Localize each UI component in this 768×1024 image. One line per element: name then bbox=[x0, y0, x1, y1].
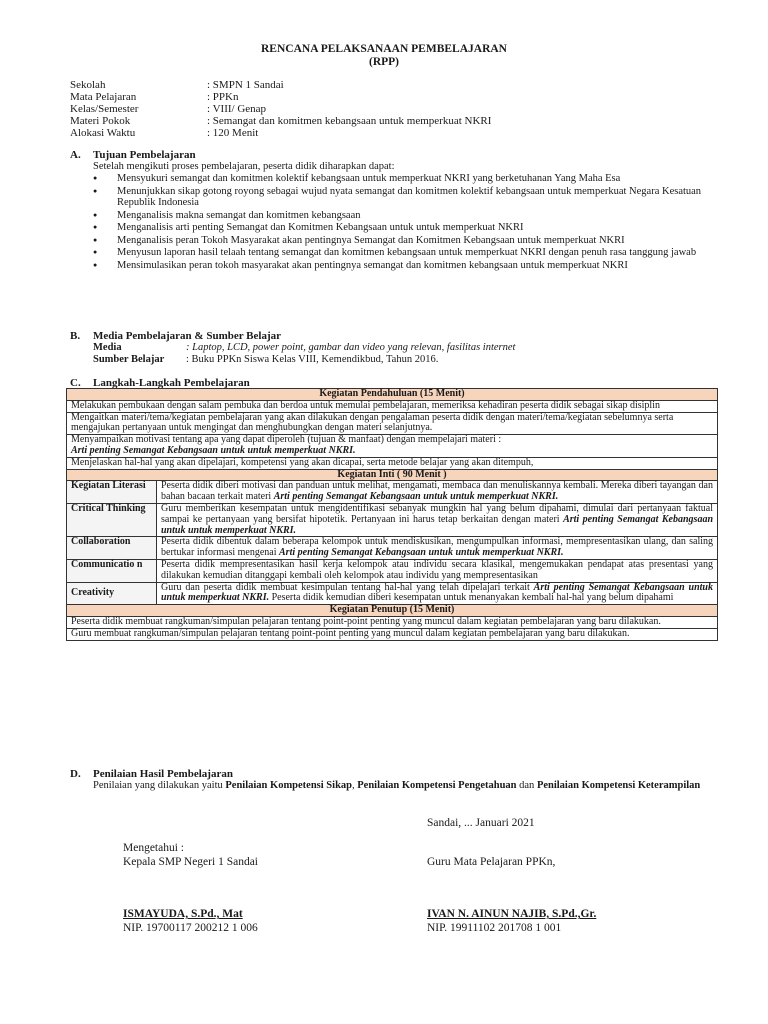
table-row: Mengaitkan materi/tema/kegiatan pembelajaran yang akan dilakukan dengan pengalaman peserta didik dengan materi/tema/kegiatan sebelumnya serta mengajukan pertanyaan untuk mengingat dan menghubungkan dengan materi selanjutnya. bbox=[67, 412, 718, 435]
table-row: Menjelaskan hal-hal yang akan dipelajari, kompetensi yang akan dicapai, serta metode belajar yang akan ditempuh, bbox=[67, 457, 718, 469]
section-letter: A. bbox=[70, 149, 81, 161]
table-row bbox=[67, 435, 718, 458]
objectives-list bbox=[93, 173, 723, 273]
objective-item: ● Mensyukuri semangat dan komitmen kolektif kebangsaan untuk memperkuat NKRI yang berketuhanan Yang Maha Esa bbox=[93, 173, 723, 184]
assessment-sep: , bbox=[352, 780, 355, 791]
objective-item: ● Menganalisis makna semangat dan komitmen kebangsaan bbox=[93, 210, 723, 221]
teacher-name: IVAN N. AINUN NAJIB, S.Pd.,Gr. bbox=[427, 908, 597, 920]
collaboration-label: Collaboration bbox=[67, 537, 157, 560]
identity-value: : 120 Menit bbox=[207, 127, 259, 139]
media-label: Media bbox=[93, 342, 122, 353]
critical-topic: Arti penting Semangat Kebangsaan untuk untuk memperkuat NKRI. bbox=[161, 513, 714, 536]
principal-role: Kepala SMP Negeri 1 Sandai bbox=[123, 856, 258, 868]
assessment-pre: Penilaian yang dilakukan yaitu bbox=[93, 780, 223, 791]
objective-item: ● Menganalisis peran Tokoh Masyarakat akan pentingnya Semangat dan Komitmen Kebangsaan untuk memperkuat NKRI bbox=[93, 235, 723, 246]
creativity-cell bbox=[157, 582, 718, 605]
communication-label: Communicatio n bbox=[67, 559, 157, 582]
communication-text: Peserta didik mempresentasikan hasil kerja kelompok atau individu secara klasikal, mengemukakan pendapat atas presentasi yang dilakukan kemudian ditanggapi kembali oleh kelompok atau individu yang mempresentasikan bbox=[157, 559, 718, 582]
place-date: Sandai, ... Januari 2021 bbox=[427, 817, 535, 829]
source-label: Sumber Belajar bbox=[93, 354, 165, 365]
section-letter: D. bbox=[70, 768, 81, 780]
identity-row-subject bbox=[70, 91, 239, 103]
identity-row-topic bbox=[70, 115, 491, 127]
identity-label: Mata Pelajaran bbox=[70, 91, 137, 103]
section-d-heading bbox=[70, 768, 233, 780]
identity-row-time bbox=[70, 127, 258, 139]
identity-value: : VIII/ Genap bbox=[207, 103, 267, 115]
section-title: Media Pembelajaran & Sumber Belajar bbox=[93, 330, 281, 342]
motivation-text: Menyampaikan motivasi tentang apa yang dapat diperoleh (tujuan & manfaat) dengan mempelajari materi : bbox=[71, 434, 502, 446]
media-row bbox=[93, 342, 515, 354]
creativity-tail: Peserta didik kemudian diberi kesempatan untuk menanyakan kembali hal-hal yang belum dipahami bbox=[271, 592, 674, 604]
collaboration-topic: Arti penting Semangat Kebangsaan untuk untuk memperkuat NKRI. bbox=[279, 547, 564, 559]
identity-value: : Semangat dan komitmen kebangsaan untuk memperkuat NKRI bbox=[207, 115, 492, 127]
intro-activity-header: Kegiatan Pendahuluan (15 Menit) bbox=[67, 389, 718, 401]
identity-value: : PPKn bbox=[207, 91, 239, 103]
identity-value: : SMPN 1 Sandai bbox=[207, 79, 284, 91]
objective-item: ● Menyusun laporan hasil telaah tentang semangat dan komitmen kebangsaan untuk memperkuat NKRI dengan penuh rasa tanggung jawab bbox=[93, 247, 723, 258]
section-letter: C. bbox=[70, 377, 81, 389]
literasi-topic: Arti penting Semangat Kebangsaan untuk untuk memperkuat NKRI. bbox=[273, 491, 559, 503]
table-row: Guru membuat rangkuman/simpulan pelajaran tentang point-point penting yang muncul dalam kegiatan pembelajaran yang baru dilakukan. bbox=[67, 628, 718, 640]
critical-label: Critical Thinking bbox=[67, 503, 157, 536]
assessment-attitude: Penilaian Kompetensi Sikap bbox=[225, 780, 352, 791]
critical-cell bbox=[157, 503, 718, 536]
acknowledged-label: Mengetahui : bbox=[123, 842, 184, 854]
literasi-cell bbox=[157, 481, 718, 504]
identity-label: Kelas/Semester bbox=[70, 103, 139, 115]
objective-item: ● Mensimulasikan peran tokoh masyarakat akan pentingnya semangat dan komitmen kebangsaan untuk memperkuat NKRI bbox=[93, 260, 723, 271]
core-activity-header: Kegiatan Inti ( 90 Menit ) bbox=[67, 469, 718, 481]
identity-label: Materi Pokok bbox=[70, 115, 131, 127]
objective-item: ● Menunjukkan sikap gotong royong sebagai wujud nyata semangat dan komitmen kolektif kebangsaan untuk memperkuat Negara Kesatuan Republik Indonesia bbox=[93, 186, 723, 209]
media-value: : Laptop, LCD, power point, gambar dan video yang relevan, fasilitas internet bbox=[186, 342, 516, 353]
assessment-and: dan bbox=[519, 780, 535, 791]
creativity-label: Creativity bbox=[67, 582, 157, 605]
literasi-text: Peserta didik diberi motivasi dan panduan untuk melihat, mengamati, membaca dan menuliskannya kembali. Mereka diberi tayangan dan bahan bacaan terkait materi bbox=[161, 480, 713, 503]
teacher-role: Guru Mata Pelajaran PPKn, bbox=[427, 856, 556, 868]
source-value: : Buku PPKn Siswa Kelas VIII, Kemendikbud, Tahun 2016. bbox=[186, 354, 439, 365]
document-title: RENCANA PELAKSANAAN PEMBELAJARAN bbox=[261, 43, 507, 55]
collaboration-text: Peserta didik dibentuk dalam beberapa kelompok untuk mendiskusikan, mengumpulkan informasi, mempresentasikan ulang, dan saling bertukar informasi mengenai bbox=[161, 536, 713, 559]
identity-row-class bbox=[70, 103, 266, 115]
learning-steps-table bbox=[66, 388, 718, 641]
assessment-skill: Penilaian Kompetensi Keterampilan bbox=[536, 780, 701, 791]
motivation-topic: Arti penting Semangat Kebangsaan untuk untuk memperkuat NKRI. bbox=[71, 444, 356, 456]
collaboration-cell bbox=[157, 537, 718, 560]
closing-activity-header: Kegiatan Penutup (15 Menit) bbox=[67, 605, 718, 617]
section-b-heading bbox=[70, 330, 281, 342]
creativity-text: Guru dan peserta didik membuat kesimpulan tentang hal-hal yang telah dipelajari terkait bbox=[161, 581, 530, 593]
source-row bbox=[93, 354, 438, 366]
table-row: Peserta didik membuat rangkuman/simpulan pelajaran tentang point-point penting yang muncul dalam kegiatan pembelajaran yang baru dilakukan. bbox=[67, 616, 718, 628]
section-a-heading bbox=[70, 149, 196, 161]
identity-row-school bbox=[70, 79, 284, 91]
critical-text: Guru memberikan kesempatan untuk mengidentifikasi sebanyak mungkin hal yang belum dipahami, dimulai dari pertanyaan faktual sampai ke pertanyaan yang bersifat hipotetik. Pertanyaan ini harus tetap berkaitan dengan materi bbox=[161, 502, 713, 525]
principal-name: ISMAYUDA, S.Pd., Mat bbox=[123, 908, 243, 920]
literasi-label: Kegiatan Literasi bbox=[67, 481, 157, 504]
identity-label: Sekolah bbox=[70, 79, 106, 91]
identity-label: Alokasi Waktu bbox=[70, 127, 136, 139]
section-title: Langkah-Langkah Pembelajaran bbox=[93, 377, 250, 389]
section-title: Penilaian Hasil Pembelajaran bbox=[93, 768, 233, 780]
section-title: Tujuan Pembelajaran bbox=[93, 149, 196, 161]
table-row: Melakukan pembukaan dengan salam pembuka dan berdoa untuk memulai pembelajaran, memeriksa kehadiran peserta didik sebagai sikap disiplin bbox=[67, 400, 718, 412]
assessment-knowledge: Penilaian Kompetensi Pengetahuan bbox=[357, 780, 517, 791]
creativity-topic: Arti penting Semangat Kebangsaan untuk untuk memperkuat NKRI. bbox=[161, 581, 713, 604]
document-subtitle: (RPP) bbox=[368, 56, 399, 68]
section-a-intro: Setelah mengikuti proses pembelajaran, peserta didik diharapkan dapat: bbox=[93, 161, 395, 172]
principal-nip: NIP. 19700117 200212 1 006 bbox=[123, 922, 258, 934]
objective-item: ● Menganalisis arti penting Semangat dan Komitmen Kebangsaan untuk untuk memperkuat NKRI bbox=[93, 222, 723, 233]
teacher-nip: NIP. 19911102 201708 1 001 bbox=[427, 922, 562, 934]
section-letter: B. bbox=[70, 330, 81, 342]
assessment-text bbox=[93, 780, 715, 791]
